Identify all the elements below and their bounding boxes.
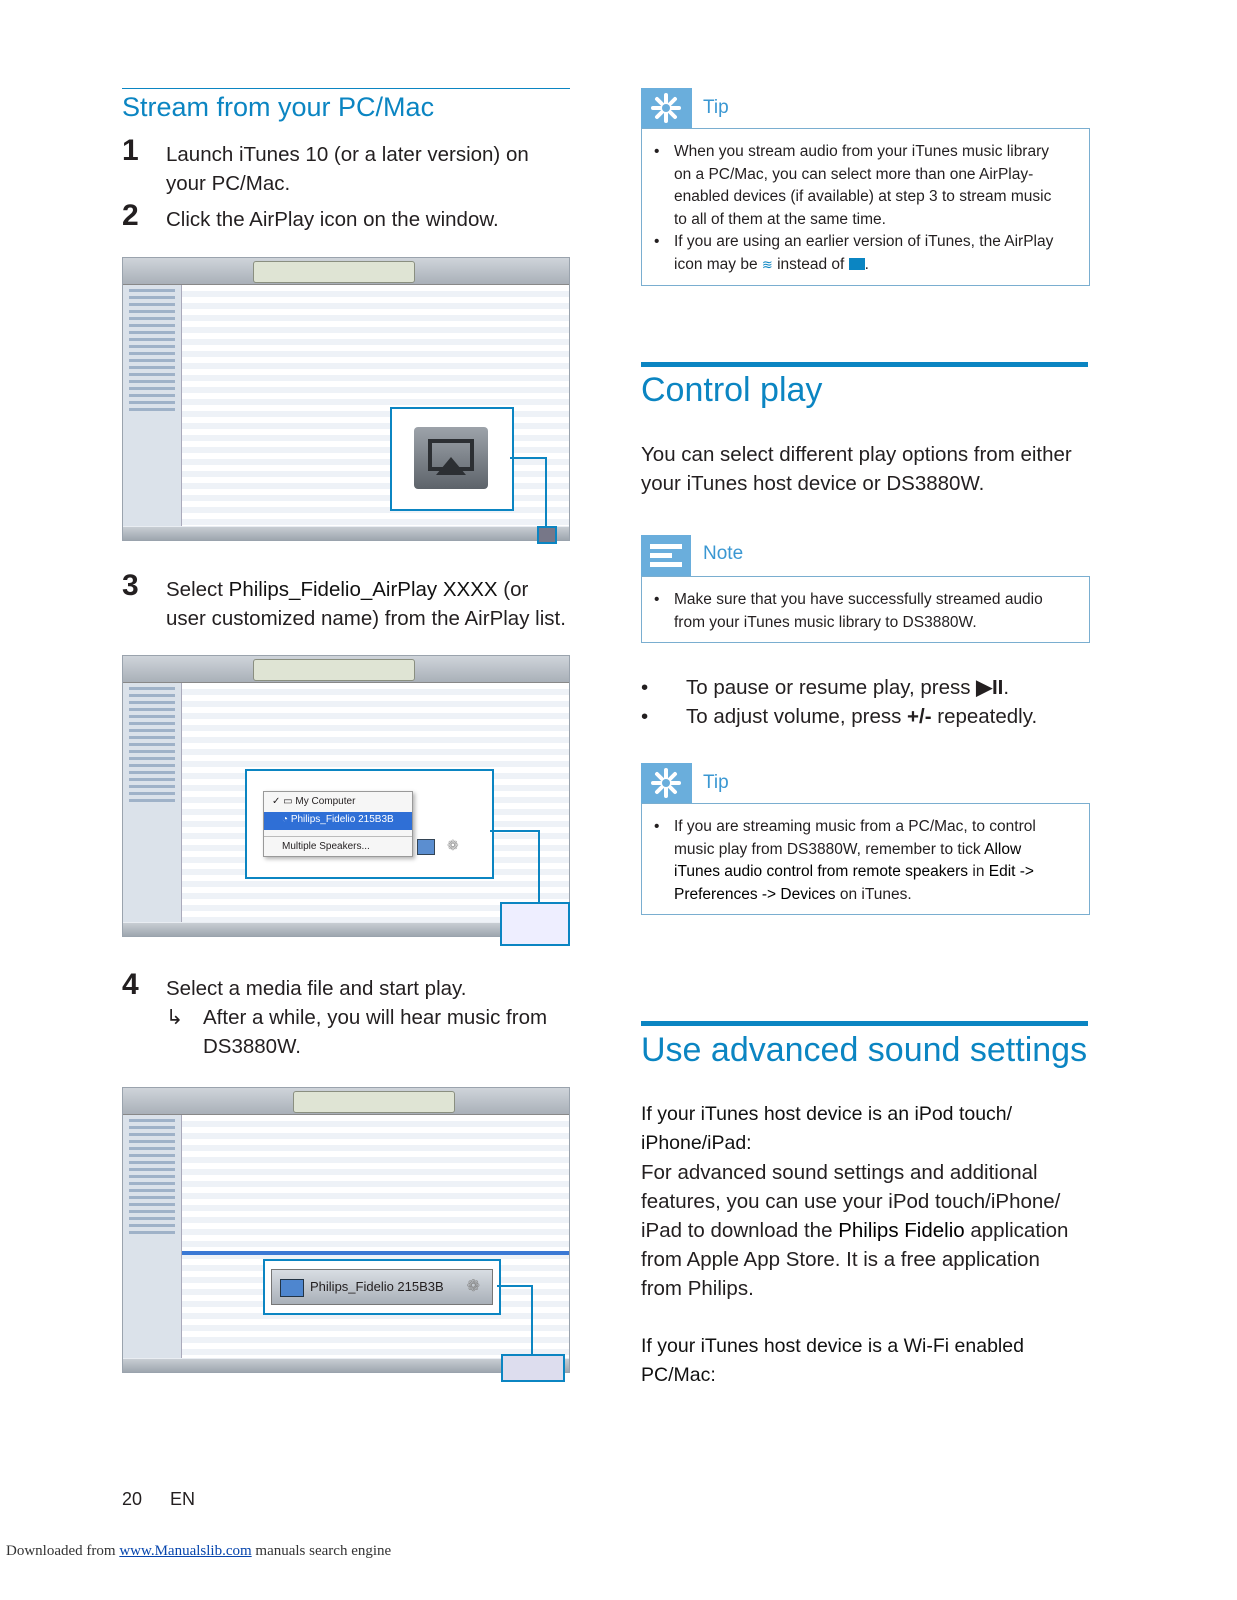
airplay-menu-highlight — [500, 902, 570, 946]
page-number: 20 — [122, 1489, 143, 1509]
selected-track-row — [182, 1251, 569, 1255]
itunes-sidebar — [123, 285, 182, 526]
step-text-post: (or — [497, 578, 529, 601]
control-play-intro — [641, 440, 1072, 498]
tip-line: If you are streaming music from a PC/Mac, to control — [674, 818, 1036, 835]
step-number: 2 — [122, 199, 139, 232]
section-title: Stream from your PC/Mac — [122, 92, 435, 122]
airplay-menu-zoom — [245, 769, 494, 879]
play-pause-key: ▶II — [976, 676, 1004, 699]
airplay-icon[interactable] — [417, 839, 435, 855]
tip-text: in — [968, 863, 989, 880]
subheading-line: iPhone/iPad: — [641, 1132, 752, 1154]
airplay-zoom-box — [390, 407, 514, 511]
bullet-dot: • — [654, 818, 660, 835]
tip-line: When you stream audio from your iTunes music library — [674, 143, 1050, 160]
manualslib-link[interactable]: www.Manualslib.com — [119, 1543, 252, 1559]
tip-icon — [641, 763, 692, 803]
airplay-icon — [849, 258, 865, 270]
airplay-menu-label: Multiple Speakers... — [282, 841, 370, 852]
step-number: 4 — [122, 968, 139, 1001]
step-text — [166, 575, 566, 633]
subheading-line: PC/Mac: — [641, 1364, 716, 1386]
airplay-icon — [414, 427, 488, 489]
step-result — [203, 1003, 547, 1061]
tip-text: instead of — [772, 255, 849, 273]
instruction-text: . — [1003, 676, 1010, 699]
paragraph-line: from Philips. — [641, 1277, 754, 1300]
subheading-line: If your iTunes host device is a Wi-Fi enabled — [641, 1335, 1024, 1357]
ipod-paragraph — [641, 1158, 1068, 1303]
airplay-menu-item[interactable] — [264, 836, 412, 857]
download-credit — [6, 1543, 391, 1560]
itunes-display — [293, 1091, 455, 1113]
itunes-statusbar — [123, 527, 569, 540]
itunes-display — [253, 261, 415, 283]
tip-text: . — [864, 255, 869, 273]
note-line: Make sure that you have successfully streamed audio — [674, 591, 1043, 608]
tip-bold-text: Allow — [984, 840, 1022, 858]
paragraph-line: For advanced sound settings and additional — [641, 1161, 1038, 1184]
step-text-bold: Philips_Fidelio_AirPlay XXXX — [228, 578, 498, 601]
connector-line — [490, 830, 540, 832]
connector-line — [545, 457, 547, 527]
bullet-dot: • — [641, 705, 649, 728]
tip-icon — [641, 88, 692, 128]
tip-bullet — [654, 141, 1052, 231]
airplay-button-highlight — [501, 1354, 565, 1382]
app-name: Philips Fidelio — [838, 1219, 965, 1242]
connector-line — [538, 830, 540, 904]
old-airplay-icon: ≋ — [761, 256, 773, 272]
airplay-button[interactable] — [271, 1269, 493, 1305]
bullet-dot: • — [654, 591, 660, 608]
paragraph-line: from Apple App Store. It is a free application — [641, 1248, 1040, 1271]
intro-line: You can select different play options from either — [641, 443, 1072, 466]
airplay-label-zoom — [263, 1259, 501, 1315]
volume-key: +/- — [907, 705, 932, 728]
step-text-pre: Select — [166, 578, 229, 601]
tip-line: to all of them at the same time. — [674, 210, 886, 228]
tip-label: Tip — [703, 772, 729, 793]
instruction-text: To pause or resume play, press — [686, 676, 977, 699]
pc-subheading — [641, 1332, 1024, 1390]
tip-line: enabled devices (if available) at step 3 to stream music — [674, 188, 1052, 205]
step-result-line: After a while, you will hear music from — [203, 1006, 548, 1029]
tip-label: Tip — [703, 97, 729, 118]
step-text: Click the AirPlay icon on the window. — [166, 208, 499, 231]
airplay-menu-label: Philips_Fidelio 215B3B — [290, 814, 394, 825]
connector-line — [497, 1285, 533, 1287]
connector-line — [531, 1285, 533, 1355]
pause-instruction — [686, 673, 1009, 702]
airplay-menu-label: My Computer — [295, 796, 356, 807]
step-result-line: DS3880W. — [203, 1035, 301, 1058]
tip-line: on a PC/Mac, you can select more than one AirPlay- — [674, 165, 1034, 183]
tip-line: If you are using an earlier version of iTunes, the AirPlay — [674, 233, 1054, 250]
tip-text: music play from DS3880W, remember to tick — [674, 840, 985, 858]
step-text-line: user customized name) from the AirPlay list. — [166, 607, 566, 630]
step-number: 3 — [122, 569, 139, 602]
step-text-line: Launch iTunes 10 (or a later version) on — [166, 143, 529, 166]
step-text — [166, 140, 529, 198]
airplay-highlight — [537, 526, 557, 544]
tip-bold-text: Edit -> — [988, 863, 1034, 880]
airplay-menu-item[interactable]: ✓ ▭ My Computer — [272, 796, 356, 807]
itunes-sidebar — [123, 683, 182, 922]
bullet-dot: • — [641, 676, 649, 699]
paragraph-line: features, you can use your iPod touch/iPhone/ — [641, 1190, 1061, 1213]
tip-bullet — [654, 231, 1054, 276]
intro-line: your iTunes host device or DS3880W. — [641, 472, 985, 495]
control-play-title: Control play — [641, 371, 823, 409]
tip-text: on iTunes. — [835, 885, 912, 903]
tip-bold-text: iTunes audio control from remote speakers — [674, 863, 969, 880]
settings-gear-icon: ❁ — [447, 837, 459, 853]
step-number: 1 — [122, 134, 139, 167]
section-rule — [641, 362, 1088, 367]
language-code: EN — [170, 1489, 196, 1509]
tip-text: icon may be — [674, 255, 762, 273]
itunes-display — [253, 659, 415, 681]
instruction-text: repeatedly. — [931, 705, 1038, 728]
paragraph-text: iPad to download the — [641, 1219, 839, 1242]
download-credit-post: manuals search engine — [251, 1543, 392, 1559]
itunes-sidebar — [123, 1115, 182, 1358]
note-line: from your iTunes music library to DS3880W. — [674, 613, 977, 631]
tip-bold-text: Preferences -> Devices — [674, 885, 836, 903]
result-arrow-icon: ↳ — [166, 1006, 184, 1029]
advanced-settings-title: Use advanced sound settings — [641, 1031, 1088, 1069]
note-bullet — [654, 589, 1043, 634]
airplay-menu — [263, 791, 413, 857]
section-rule — [641, 1021, 1088, 1026]
settings-gear-icon: ❁ — [466, 1278, 480, 1295]
airplay-device-label: Philips_Fidelio 215B3B — [310, 1279, 444, 1294]
section-rule — [122, 88, 570, 89]
step-text-line: your PC/Mac. — [166, 172, 291, 195]
ipod-subheading — [641, 1100, 1012, 1158]
paragraph-text: application — [964, 1219, 1069, 1242]
bullet-dot: • — [654, 233, 660, 250]
itunes-track-list — [182, 1115, 569, 1358]
note-label: Note — [703, 543, 744, 564]
airplay-menu-item-selected[interactable]: ◔ Philips_Fidelio 215B3B — [264, 812, 412, 830]
volume-instruction — [686, 702, 1037, 731]
connector-line — [510, 457, 546, 459]
download-credit-pre: Downloaded from — [6, 1543, 120, 1559]
bullet-dot: • — [654, 143, 660, 160]
airplay-icon — [280, 1279, 304, 1297]
subheading-line: If your iTunes host device is an iPod touch/ — [641, 1103, 1013, 1125]
step-text: Select a media file and start play. — [166, 977, 467, 1000]
instruction-text: To adjust volume, press — [686, 705, 908, 728]
note-icon — [641, 535, 691, 576]
itunes-screenshot — [122, 1087, 570, 1373]
tip-bullet — [654, 816, 1036, 906]
